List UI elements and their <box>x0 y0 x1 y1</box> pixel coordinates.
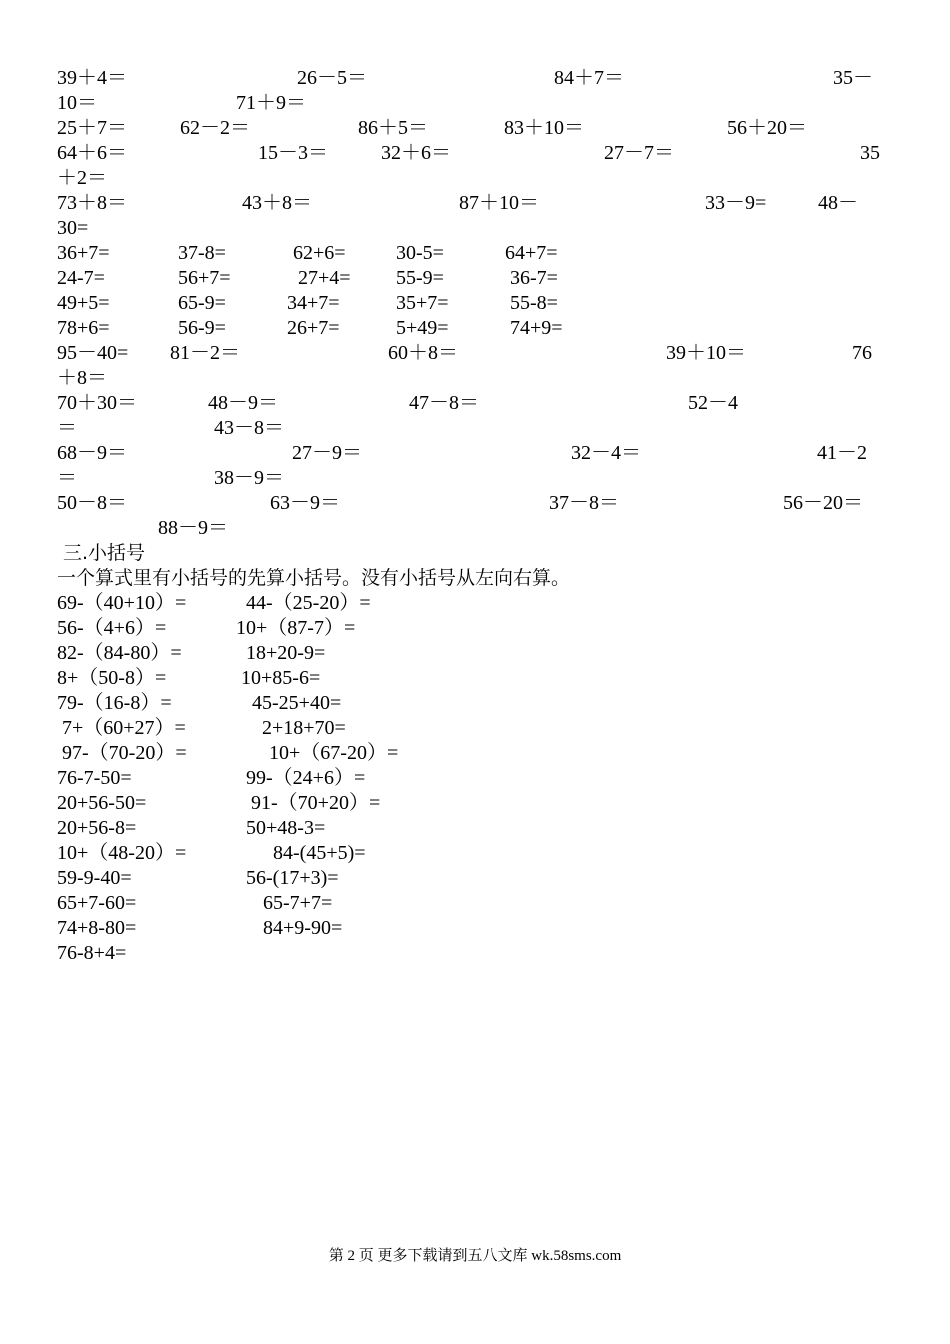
problem: 36-7= <box>510 267 558 289</box>
problem: 55-9= <box>396 267 444 289</box>
problem: 65-9= <box>178 292 226 314</box>
problem: 27－7＝ <box>604 142 674 164</box>
paren-problem: 76-8+4= <box>57 942 127 964</box>
paren-problem: 10+（87-7）= <box>236 617 356 639</box>
problem: 76 <box>852 342 872 364</box>
problem: 50－8＝ <box>57 492 127 514</box>
paren-problem: 97-（70-20）= <box>57 742 187 764</box>
problem: 60＋8＝ <box>388 342 458 364</box>
problem: 32＋6＝ <box>381 142 451 164</box>
problem: 63－9＝ <box>270 492 340 514</box>
problem: 48－ <box>818 192 858 214</box>
problem: 35 <box>860 142 880 164</box>
paren-problem: 79-（16-8）= <box>57 692 172 714</box>
problem: 26+7= <box>287 317 340 339</box>
problem: 43＋8＝ <box>242 192 312 214</box>
problem: 56＋20＝ <box>727 117 807 139</box>
problem: 41－2 <box>817 442 867 464</box>
paren-problem: 56-（4+6）= <box>57 617 167 639</box>
paren-problem: 65+7-60= <box>57 892 137 914</box>
paren-problem: 50+48-3= <box>246 817 326 839</box>
problem: 37-8= <box>178 242 226 264</box>
paren-problem: 82-（84-80）= <box>57 642 182 664</box>
problem: ＝ <box>57 417 77 439</box>
paren-problem: 84-(45+5)= <box>273 842 366 864</box>
paren-problem: 18+20-9= <box>246 642 326 664</box>
problem: 37－8＝ <box>549 492 619 514</box>
problem: 56－20＝ <box>783 492 863 514</box>
problem: 15－3＝ <box>258 142 328 164</box>
page-footer: 第 2 页 更多下载请到五八文库 wk.58sms.com <box>328 1248 622 1264</box>
problem: ＝ <box>57 467 77 489</box>
problem: 81－2＝ <box>170 342 240 364</box>
problem: 26－5＝ <box>297 67 367 89</box>
problem: 48－9＝ <box>208 392 278 414</box>
problem: 35－ <box>833 67 873 89</box>
problem: 43－8＝ <box>214 417 284 439</box>
rule-text: 一个算式里有小括号的先算小括号。没有小括号从左向右算。 <box>57 567 571 589</box>
problem: 70＋30＝ <box>57 392 137 414</box>
paren-problem: 99-（24+6）= <box>246 767 366 789</box>
problem: 39＋4＝ <box>57 67 127 89</box>
problem: 33－9= <box>705 192 767 214</box>
problem: 86＋5＝ <box>358 117 428 139</box>
problem: 73＋8＝ <box>57 192 127 214</box>
problem: 27－9＝ <box>292 442 362 464</box>
problem: 35+7= <box>396 292 449 314</box>
paren-problem: 76-7-50= <box>57 767 132 789</box>
problem: 88－9＝ <box>158 517 228 539</box>
problem: ＋2＝ <box>57 167 107 189</box>
problem: 24-7= <box>57 267 105 289</box>
problem: 32－4＝ <box>571 442 641 464</box>
problem: 55-8= <box>510 292 558 314</box>
paren-problem: 10+（48-20）= <box>57 842 187 864</box>
problem: 34+7= <box>287 292 340 314</box>
section-title: 三.小括号 <box>63 542 146 564</box>
problem: ＋8＝ <box>57 367 107 389</box>
problem: 52－4 <box>688 392 738 414</box>
problem: 95－40= <box>57 342 129 364</box>
paren-problem: 69-（40+10）= <box>57 592 187 614</box>
problem: 56+7= <box>178 267 231 289</box>
problem: 83＋10＝ <box>504 117 584 139</box>
problem: 68－9＝ <box>57 442 127 464</box>
paren-problem: 20+56-50= <box>57 792 147 814</box>
paren-problem: 84+9-90= <box>263 917 343 939</box>
problem: 64＋6＝ <box>57 142 127 164</box>
problem: 84＋7＝ <box>554 67 624 89</box>
problem: 64+7= <box>505 242 558 264</box>
paren-problem: 7+（60+27）= <box>57 717 186 739</box>
problem: 25＋7＝ <box>57 117 127 139</box>
paren-problem: 10+85-6= <box>241 667 321 689</box>
paren-problem: 45-25+40= <box>252 692 342 714</box>
problem: 30-5= <box>396 242 444 264</box>
problem: 87＋10＝ <box>459 192 539 214</box>
problem: 49+5= <box>57 292 110 314</box>
problem: 30= <box>57 217 89 239</box>
paren-problem: 8+（50-8）= <box>57 667 167 689</box>
paren-problem: 65-7+7= <box>263 892 333 914</box>
problem: 71＋9＝ <box>236 92 306 114</box>
paren-problem: 59-9-40= <box>57 867 132 889</box>
problem: 62+6= <box>293 242 346 264</box>
problem: 56-9= <box>178 317 226 339</box>
paren-problem: 20+56-8= <box>57 817 137 839</box>
paren-problem: 44-（25-20）= <box>246 592 371 614</box>
problem: 74+9= <box>510 317 563 339</box>
paren-problem: 2+18+70= <box>262 717 346 739</box>
problem: 36+7= <box>57 242 110 264</box>
paren-problem: 74+8-80= <box>57 917 137 939</box>
problem: 10＝ <box>57 92 97 114</box>
paren-problem: 56-(17+3)= <box>246 867 339 889</box>
problem: 39＋10＝ <box>666 342 746 364</box>
paren-problem: 10+（67-20）= <box>269 742 399 764</box>
problem: 38－9＝ <box>214 467 284 489</box>
problem: 62－2＝ <box>180 117 250 139</box>
problem: 27+4= <box>298 267 351 289</box>
paren-problem: 91-（70+20）= <box>251 792 381 814</box>
problem: 78+6= <box>57 317 110 339</box>
problem: 47－8＝ <box>409 392 479 414</box>
problem: 5+49= <box>396 317 449 339</box>
